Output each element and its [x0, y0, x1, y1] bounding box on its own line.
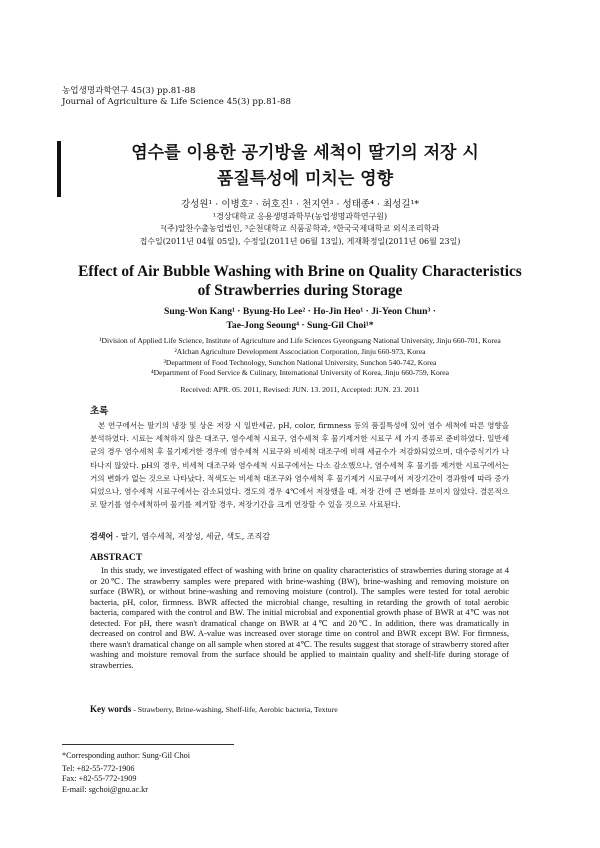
korean-title-line-1: 염수를 이용한 공기방울 세척이 딸기의 저장 시 — [131, 143, 479, 163]
english-authors — [62, 305, 538, 333]
english-affiliation-4: ⁴Department of Food Service & Culinary, International University of Korea, Jinju 660-759, Korea — [150, 368, 450, 378]
footnote-divider — [62, 744, 234, 745]
korean-dates: 접수일(2011년 04월 05일), 수정일(2011년 06월 13일), 게재확정일(2011년 06월 23일) — [139, 237, 461, 246]
korean-keywords-list: - 딸기, 염수세척, 저장성, 세균, 색도, 조직감 — [113, 532, 271, 541]
english-title-line-1: Effect of Air Bubble Washing with Brine on Quality Characteristics — [78, 263, 522, 280]
journal-korean: 농업생명과학연구 45(3) pp.81-88 — [62, 86, 196, 96]
english-keywords — [90, 704, 509, 714]
korean-affiliation-line-1: ¹경상대학교 응용생명과학부(농업생명과학연구원) — [212, 212, 388, 221]
english-title-line-2: of Strawberries during Storage — [197, 282, 403, 299]
korean-affiliation-line-2: ²(주)알찬수출농업법인, ³순천대학교 식품공학과, ⁴한국국제대학교 외식조리학과 — [160, 223, 440, 233]
title-accent-bar — [57, 141, 61, 197]
english-authors-line-2: Tae-Jong Seoung⁴ · Sung-Gil Choi¹* — [226, 320, 374, 331]
korean-authors: 강성원¹ · 이병호² · 허호진¹ · 천지연³ · 성태종⁴ · 최성길¹* — [180, 199, 420, 210]
correspondence-footnote — [62, 751, 190, 795]
korean-title-line-2: 품질특성에 미치는 영향 — [216, 169, 394, 189]
english-affiliations — [62, 336, 538, 379]
english-affiliation-2: ²Alchan Agriculture Development Asscociation Corporation, Jinju 660-973, Korea — [174, 346, 426, 356]
english-keywords-label: Key words — [90, 704, 132, 714]
corresponding-email: E-mail: sgchoi@gnu.ac.kr — [62, 784, 148, 794]
journal-english: Journal of Agriculture & Life Science 45(3) pp.81-88 — [62, 97, 291, 107]
english-affiliation-3: ³Department of Food Technology, Sunchon National University, Sunchon 540-742, Korea — [163, 357, 437, 367]
english-authors-line-1: Sung-Won Kang¹ · Byung-Ho Lee² · Ho-Jin Heo¹ · Ji-Yeon Chun³ · — [164, 306, 436, 317]
korean-keywords-label: 검색어 — [90, 532, 114, 541]
korean-abstract-text: 본 연구에서는 딸기의 냉장 및 상온 저장 시 일반세균, pH, color, firmness 등의 품질특성에 있어 염수 세척에 따른 영향을 분석하였다. 시료는 세척하지 않은 대조구, 염수세척 시료구, 염수세척 후 물기제거한 시료구 세 가지 종류로 준비하였다. 일반세균의 경우 염수세척 후 물기제거한 경우에 염수세척 시료구와 비세척 대조구에 비해 세균수가 저감화되었으며, 대수증식기가 나타나지 않았다. pH의 경우, 비세척 대조구와 염수세척 시료구에서는 다소 감소했으나, 염수세척 후 물기를 제거한 시료구에서는 거의 변화가 없는 것으로 나타났다. 적색도는 비세척 대조구와 염수세척 후 물기제거 시료구에서 저장기간이 경과함에 따라 증가되었으나, 염수세척 시료구에서는 감소되었다. 경도의 경우 4℃에서 저장했을 때, 저장 간에 큰 변화를 보이지 않았다. 결론적으로 딸기를 염수세척하여 물기를 제거할 경우, 저장기간을 크게 연장할 수 있을 것으로 사료된다. — [90, 421, 509, 510]
english-abstract-heading: ABSTRACT — [90, 552, 143, 563]
korean-title — [70, 140, 540, 192]
korean-abstract-heading: 초록 — [90, 406, 109, 417]
english-dates: Received: APR. 05. 2011, Revised: JUN. 13. 2011, Accepted: JUN. 23. 2011 — [180, 385, 420, 394]
english-keywords-list: - Strawberry, Brine-washing, Shelf-life, Aerobic bacteria, Texture — [131, 705, 338, 714]
korean-keywords — [90, 531, 509, 542]
korean-affiliations — [62, 211, 538, 234]
journal-header — [62, 86, 291, 108]
english-abstract-text: In this study, we investigated effect of washing with brine on quality characteristics of strawberries during storage at 4 or 20℃. The strawberry samples were prepared with brine-washing (BW), brine-washing and removing moisture on surface (BWR), or without brine-washing and removing moisture (control). The samples were tested for total aerobic bacteria, pH, color, firmness. BWR affected the microbial change, resulting in retarding the growth of total aerobic bacteria, compared with the control and BW. The initial microbial and exponential growth phase of BWR at 4℃ was not detected. For pH, there wasn't dramatical change on BWR at 4℃ and 20℃. In addition, there was dramatically in decreased on control and BW. A-value was increased over storage time on control and BWR except BW. For firmness, there wasn't dramatical change on all sample when stored at 4℃. The results suggest that storage of strawberry stored after washing and moisture removal from the surface should be applied to maintain quality and shelf-life during storage of strawberries. — [90, 565, 509, 670]
corresponding-tel: Tel: +82-55-772-1906 — [62, 764, 135, 774]
corresponding-fax: Fax: +82-55-772-1909 — [62, 774, 137, 784]
english-title — [70, 262, 530, 300]
english-affiliation-1: ¹Division of Applied Life Science, Institute of Agriculture and Life Sciences Gyeongsang National University, Jinju 660-701, Korea — [99, 336, 501, 345]
corresponding-author: *Corresponding author: Sung-Gil Choi — [62, 751, 191, 760]
